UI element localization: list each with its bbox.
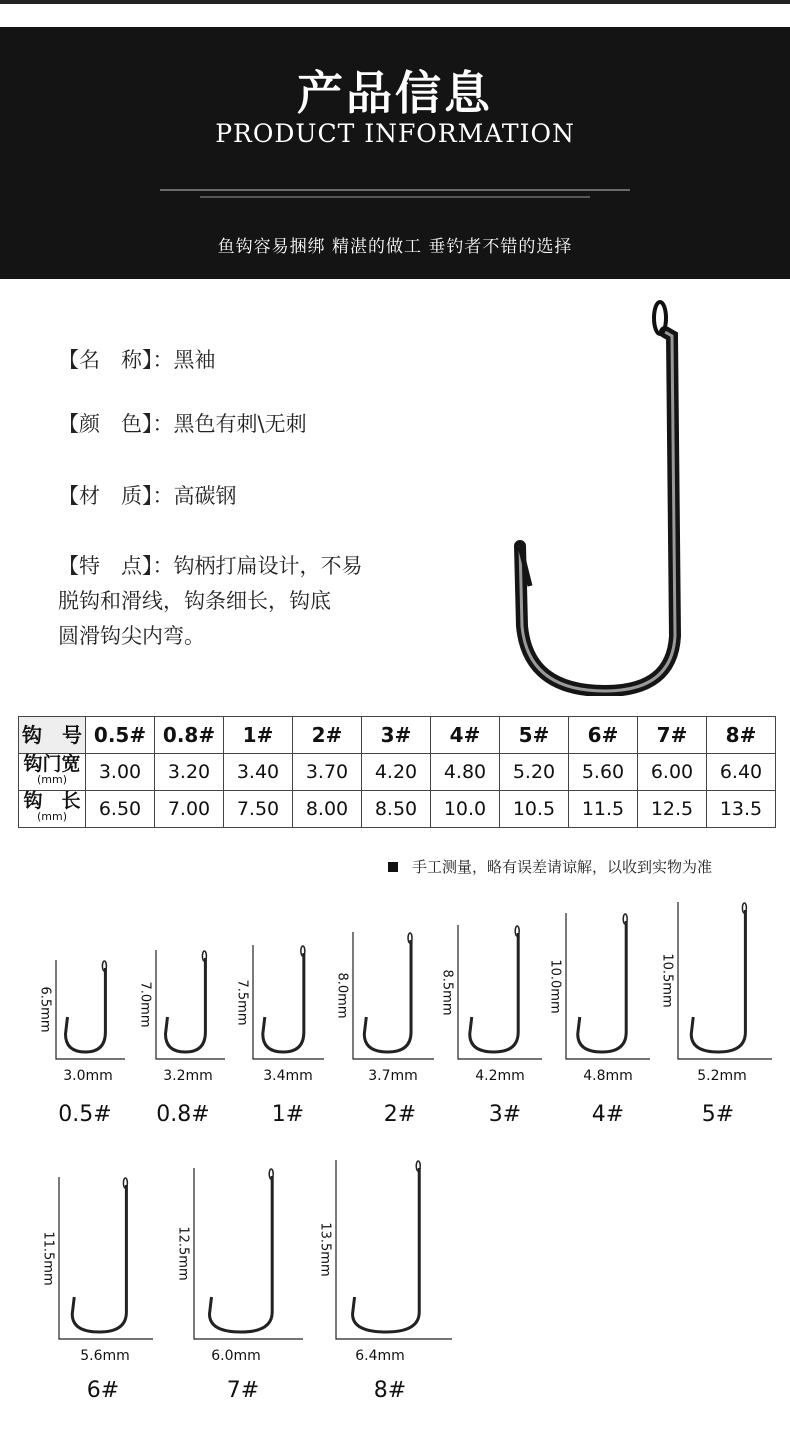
hook-shape	[578, 921, 626, 1052]
length-cell: 7.50	[224, 791, 293, 828]
size-cell: 0.5#	[86, 717, 155, 754]
length-cell: 8.50	[362, 791, 431, 828]
info-material-value: 高碳钢	[173, 484, 237, 508]
info-material-label: 【材 质】：	[58, 484, 174, 508]
size-cell: 3#	[362, 717, 431, 754]
hook-length-label: 13.5mm	[317, 1222, 333, 1277]
hook-size-label: 0.5#	[58, 1102, 112, 1127]
hook-diagram	[677, 902, 772, 1060]
length-cell: 7.00	[155, 791, 224, 828]
gap-cell: 3.20	[155, 754, 224, 791]
hook-shape	[470, 933, 518, 1052]
info-feature-block	[58, 549, 458, 654]
banner-title: 产品信息	[297, 66, 493, 120]
length-cell: 10.5	[500, 791, 569, 828]
hook-shape	[263, 953, 304, 1052]
info-feature-label: 【特 点】：	[58, 554, 174, 578]
hook-length-label: 10.0mm	[547, 958, 563, 1014]
gap-cell: 5.60	[569, 754, 638, 791]
spec-table	[18, 716, 776, 828]
hook-width-label: 5.2mm	[697, 1068, 747, 1084]
hook-width-label: 3.2mm	[163, 1068, 213, 1084]
row-head-length: 钩 长 (mm)	[19, 791, 86, 828]
row-head-gap: 钩门宽 (mm)	[19, 754, 86, 791]
size-cell: 2#	[293, 717, 362, 754]
hook-size-label: 6#	[86, 1378, 120, 1403]
gap-cell: 6.00	[638, 754, 707, 791]
bullet-square-icon	[388, 862, 398, 872]
hook-shape	[166, 958, 206, 1052]
hook-diagram	[252, 945, 324, 1060]
banner-subtitle: PRODUCT INFORMATION	[215, 119, 575, 148]
hook-diagram	[565, 913, 650, 1060]
gap-cell: 3.00	[86, 754, 155, 791]
hook-length-label: 12.5mm	[175, 1226, 191, 1281]
hook-shape	[364, 940, 411, 1052]
banner-slogan: 鱼钩容易捆绑 精湛的做工 垂钓者不错的选择	[217, 237, 573, 257]
hook-length-label: 11.5mm	[40, 1230, 56, 1286]
hook-size-label: 0.8#	[156, 1102, 210, 1127]
hook-shape	[66, 968, 106, 1052]
length-cell: 12.5	[638, 791, 707, 828]
info-color-label: 【颜 色】：	[58, 412, 174, 436]
hook-diagram	[58, 1177, 153, 1340]
hook-size-label: 1#	[271, 1102, 305, 1127]
hook-length-label: 10.5mm	[659, 953, 675, 1008]
hook-size-label: 5#	[701, 1102, 735, 1127]
size-cell: 0.8#	[155, 717, 224, 754]
size-cell: 8#	[707, 717, 776, 754]
info-feature-line3: 圆滑钩尖内弯。	[58, 624, 205, 648]
hook-size-label: 2#	[383, 1102, 417, 1127]
hook-width-label: 6.0mm	[211, 1348, 261, 1364]
spec-row-gap	[19, 754, 776, 791]
hook-shape	[691, 910, 745, 1052]
hook-product-image	[500, 296, 690, 696]
header-banner	[0, 27, 790, 279]
size-cell: 4#	[431, 717, 500, 754]
hook-width-label: 6.4mm	[355, 1348, 405, 1364]
hook-diagram	[193, 1168, 303, 1340]
hook-width-label: 4.8mm	[583, 1068, 633, 1084]
length-cell: 6.50	[86, 791, 155, 828]
info-name-label: 【名 称】：	[58, 348, 174, 372]
hook-width-label: 5.6mm	[80, 1348, 130, 1364]
hook-length-label: 8.5mm	[439, 968, 455, 1015]
hook-diagram	[457, 925, 542, 1060]
hook-length-label: 8.0mm	[334, 972, 350, 1019]
size-cell: 5#	[500, 717, 569, 754]
decorative-fine-print	[160, 187, 630, 201]
size-cell: 6#	[569, 717, 638, 754]
hook-shape	[72, 1185, 126, 1332]
hook-width-label: 3.7mm	[368, 1068, 418, 1084]
hook-size-label: 7#	[226, 1378, 260, 1403]
info-color-row	[58, 407, 307, 442]
size-cell: 7#	[638, 717, 707, 754]
info-name-value: 黑袖	[173, 348, 216, 372]
hook-length-label: 7.5mm	[234, 978, 250, 1025]
hook-width-label: 4.2mm	[475, 1068, 525, 1084]
hook-size-label: 8#	[373, 1378, 407, 1403]
gap-cell: 4.80	[431, 754, 500, 791]
hook-diagram	[155, 950, 225, 1060]
hook-size-label: 4#	[591, 1102, 625, 1127]
info-material-row	[58, 479, 237, 514]
hook-width-label: 3.4mm	[263, 1068, 313, 1084]
info-color-value: 黑色有刺\无刺	[173, 412, 307, 436]
row-head-size: 钩 号	[19, 717, 86, 754]
hook-length-label: 6.5mm	[37, 986, 53, 1033]
gap-cell: 5.20	[500, 754, 569, 791]
length-cell: 11.5	[569, 791, 638, 828]
hook-shape	[353, 1168, 420, 1332]
info-feature-line1: 钩柄打扁设计，不易	[173, 554, 363, 578]
hook-width-label: 3.0mm	[63, 1068, 113, 1084]
info-name-row	[58, 343, 216, 378]
hook-diagram	[55, 960, 125, 1060]
gap-cell: 4.20	[362, 754, 431, 791]
hook-diagram	[352, 932, 434, 1060]
hook-length-label: 7.0mm	[137, 981, 153, 1028]
length-cell: 10.0	[431, 791, 500, 828]
hook-diagram	[335, 1160, 452, 1340]
hook-size-label: 3#	[488, 1102, 522, 1127]
gap-cell: 3.40	[224, 754, 293, 791]
measurement-note: 手工测量，略有误差请谅解，以收到实物为准	[388, 856, 712, 877]
length-cell: 8.00	[293, 791, 362, 828]
size-cell: 1#	[224, 717, 293, 754]
info-feature-line2: 脱钩和滑线，钩条细长，钩底	[58, 589, 331, 613]
spec-row-length	[19, 791, 776, 828]
top-rule	[0, 0, 790, 4]
spec-row-size	[19, 717, 776, 754]
hook-shape	[210, 1176, 273, 1332]
gap-cell: 6.40	[707, 754, 776, 791]
length-cell: 13.5	[707, 791, 776, 828]
gap-cell: 3.70	[293, 754, 362, 791]
